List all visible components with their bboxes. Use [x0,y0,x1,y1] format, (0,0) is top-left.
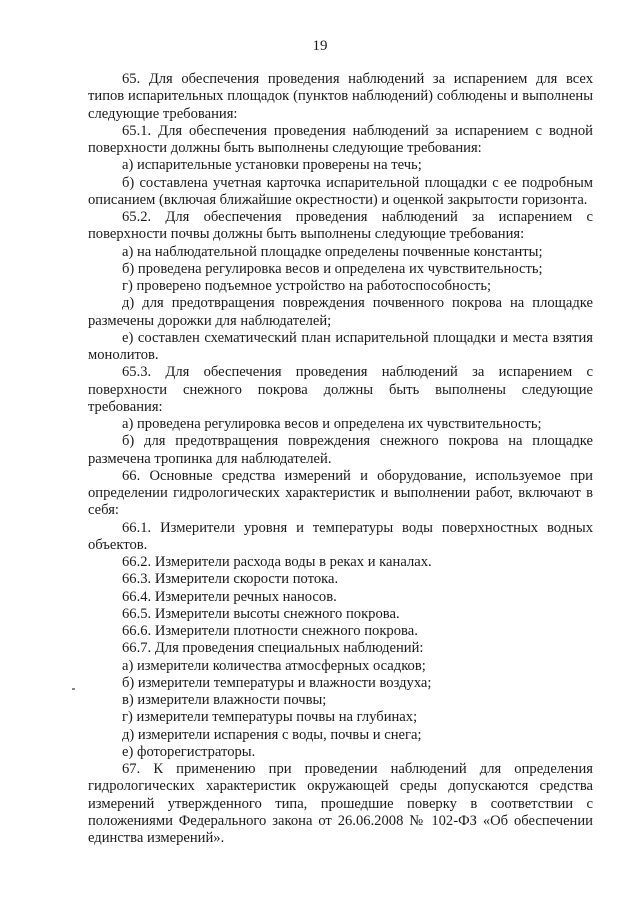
list-item: д) измерители испарения с воды, почвы и снега; [122,726,422,743]
paragraph-66-7: 66.7. Для проведения специальных наблюдений: [122,640,424,657]
list-item: а) на наблюдательной площадке определены почвенные константы; [122,243,543,260]
paragraph-67: 67. К применению при проведении наблюдений для определения гидрологических характеристик окружающей среды допускаются средства измерений утвержденного типа, прошедшие поверку в соответствии с положениями Федерального закона от 26.06.2008 № 102-ФЗ «Об обеспечении единства измерений». [88,761,593,846]
paragraph-66-2: 66.2. Измерители расхода воды в реках и каналах. [122,554,432,570]
list-item: а) испарительные установки проверены на течь; [122,157,422,174]
paragraph-65: 65. Для обеспечения проведения наблюдений за испарением для всех типов испарительных площадок (пунктов наблюдений) соблюдены и выполнены следующие требования: [88,71,593,122]
paragraph-66-4: 66.4. Измерители речных наносов. [122,588,337,605]
list-item: в) измерители влажности почвы; [122,692,327,708]
list-item: а) измерители количества атмосферных осадков; [122,657,426,674]
list-item: а) проведена регулировка весов и определена их чувствительность; [122,416,542,432]
list-item: е) фоторегистраторы. [122,743,256,760]
paragraph-66-1: 66.1. Измерители уровня и температуры воды поверхностных водных объектов. [88,519,593,553]
list-item: б) измерители температуры и влажности воздуха; [122,674,432,691]
list-item: е) составлен схематический план испарительной площадки и места взятия монолитов. [88,329,593,363]
paragraph-65-1: 65.1. Для обеспечения проведения наблюдений за испарением с водной поверхности должны быть выполнены следующие требования: [88,122,593,156]
paragraph-65-2: 65.2. Для обеспечения проведения наблюдений за испарением с поверхности почвы должны быть выполнены следующие требования: [88,209,593,243]
list-item: г) проверено подъемное устройство на работоспособность; [122,278,492,294]
list-item: д) для предотвращения повреждения почвенного покрова на площадке размечены дорожки для наблюдателей; [88,295,593,329]
list-item: б) проведена регулировка весов и определена их чувствительность; [122,260,543,277]
scan-speck [72,688,75,690]
paragraph-66-5: 66.5. Измерители высоты снежного покрова. [122,605,400,622]
list-item: б) для предотвращения повреждения снежного покрова на площадке размечена тропинка для наблюдателей. [88,433,593,467]
paragraph-66: 66. Основные средства измерений и оборудование, используемое при определении гидрологических характеристик и выполнении работ, включают в себя: [88,467,593,519]
document-body [88,71,593,847]
paragraph-66-6: 66.6. Измерители плотности снежного покрова. [122,623,418,639]
list-item: б) составлена учетная карточка испарительной площадки с ее подробным описанием (включая ближайшие окрестности) и оценкой закрытости горизонта. [88,174,593,208]
paragraph-66-3: 66.3. Измерители скорости потока. [122,571,339,588]
paragraph-65-3: 65.3. Для обеспечения проведения наблюдений за испарением с поверхности снежного покрова должны быть выполнены следующие требования: [88,364,593,415]
page-number: 19 [312,38,328,54]
list-item: г) измерители температуры почвы на глубинах; [122,709,418,726]
